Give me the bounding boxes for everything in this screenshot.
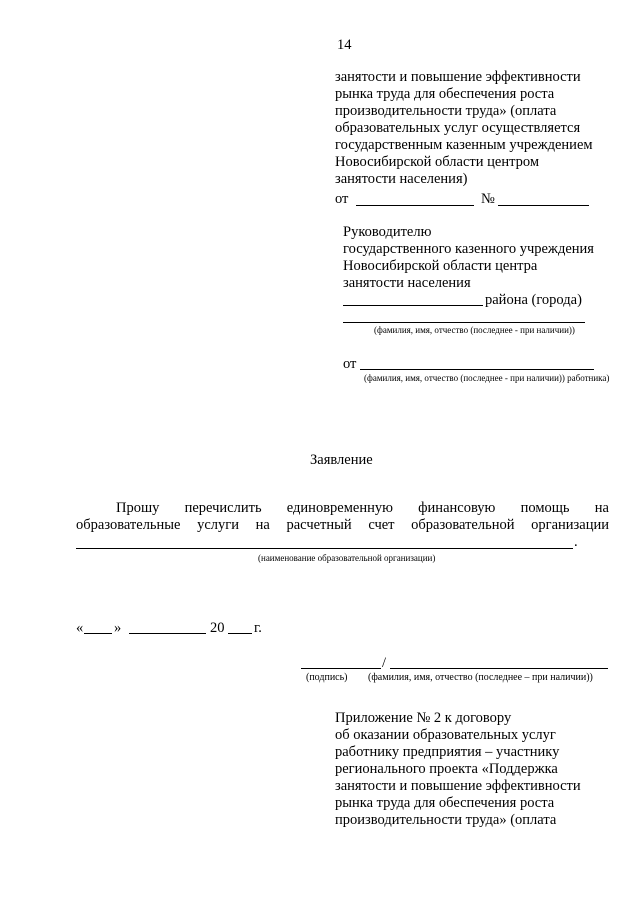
appendix-line: производительности труда» (оплата (335, 812, 557, 828)
worker-caption: (фамилия, имя, отчество (последнее - при наличии)) работника) (364, 373, 610, 383)
org-caption: (наименование образовательной организации) (258, 553, 436, 563)
body-word: образовательные (76, 517, 181, 533)
appendix-line: регионального проекта «Поддержка (335, 761, 558, 777)
date-year-prefix: 20 (210, 620, 225, 636)
appendix-line: Приложение № 2 к договору (335, 710, 512, 726)
body-word: образовательной (411, 517, 515, 533)
from2-label: от (343, 356, 357, 372)
org-name-line (76, 548, 573, 549)
body-word: Прошу (116, 500, 160, 516)
body-word: на (594, 500, 609, 516)
date-open-quote: « (76, 620, 84, 636)
body-word: счет (368, 517, 395, 533)
recipient-line: государственного казенного учреждения (343, 241, 594, 257)
signature-line (301, 668, 381, 669)
appendix-header-block (335, 710, 581, 829)
body-word: расчетный (286, 517, 352, 533)
body-word: единовременную (286, 500, 393, 516)
head-name-line (343, 322, 585, 323)
body-word: на (255, 517, 270, 533)
head-name-caption: (фамилия, имя, отчество (последнее - при наличии)) (374, 325, 575, 335)
page-number: 14 (337, 37, 352, 53)
appendix-line: занятости и повышение эффективности (335, 778, 581, 794)
recipient-line: Новосибирской области центра (343, 258, 538, 274)
district-label: района (города) (485, 292, 582, 308)
appendix-line: об оказании образовательных услуг (335, 727, 556, 743)
document-title: Заявление (310, 452, 373, 468)
number-line (498, 205, 589, 206)
contract-reference-block (335, 69, 593, 188)
contract-reference-line: рынка труда для обеспечения роста (335, 86, 555, 102)
body-word: перечислить (184, 500, 262, 516)
number-label: № (481, 191, 495, 207)
contract-reference-line: Новосибирской области центром (335, 154, 540, 170)
from-label: от (335, 191, 349, 207)
signer-name-line (390, 668, 608, 669)
district-line (343, 305, 483, 306)
body-word: организации (531, 517, 609, 533)
contract-reference-line: образовательных услуг осуществляется (335, 120, 581, 136)
recipient-line: занятости населения (343, 275, 471, 291)
body-line-2 (76, 517, 609, 534)
body-end-period: . (574, 534, 578, 550)
appendix-line: работнику предприятия – участнику (335, 744, 560, 760)
signer-name-caption: (фамилия, имя, отчество (последнее – при наличии)) (368, 672, 593, 683)
contract-reference-line: производительности труда» (оплата (335, 103, 557, 119)
date-close-quote: » (114, 620, 122, 636)
appendix-line: рынка труда для обеспечения роста (335, 795, 555, 811)
signature-caption: (подпись) (306, 672, 348, 683)
worker-name-line (360, 369, 594, 370)
recipient-block (343, 224, 594, 292)
date-day-line (84, 633, 112, 634)
contract-reference-line: занятости населения) (335, 171, 468, 187)
date-suffix: г. (254, 620, 262, 636)
date-year-line (228, 633, 252, 634)
signature-slash: / (382, 655, 387, 671)
body-word: помощь (520, 500, 570, 516)
contract-reference-line: государственным казенным учреждением (335, 137, 593, 153)
contract-reference-line: занятости и повышение эффективности (335, 69, 581, 85)
recipient-line: Руководителю (343, 224, 432, 240)
body-word: услуги (197, 517, 240, 533)
date-month-line (129, 633, 206, 634)
body-line-1 (116, 500, 609, 517)
date-line (356, 205, 474, 206)
body-word: финансовую (418, 500, 496, 516)
